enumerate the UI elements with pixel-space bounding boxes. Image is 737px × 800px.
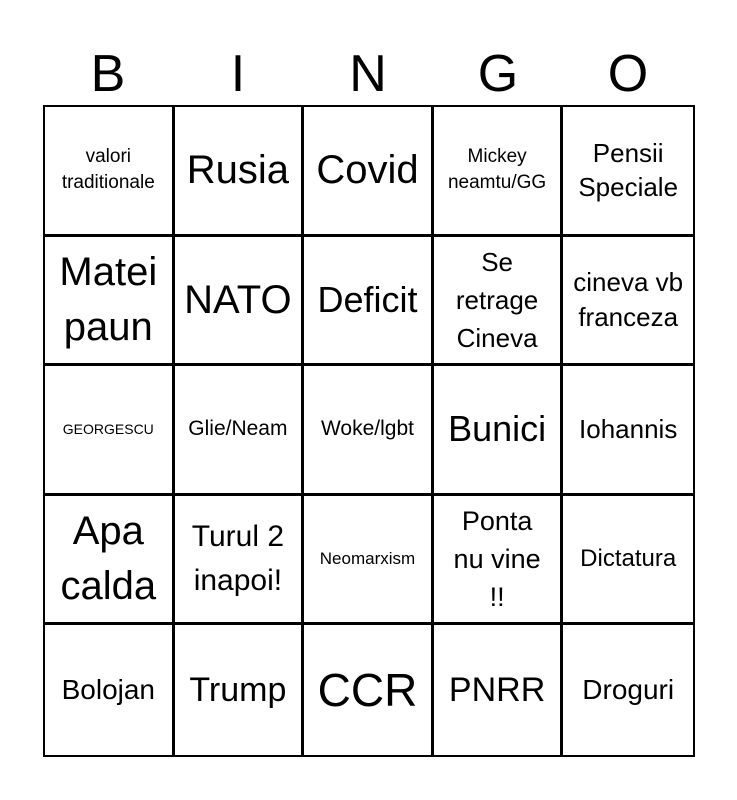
bingo-header: [43, 44, 693, 104]
cell-text: Pensii Speciale: [578, 138, 679, 203]
cell-text: Deficit: [317, 278, 418, 320]
header-letter-i: I: [230, 45, 246, 103]
bingo-cell[interactable]: [563, 237, 693, 367]
bingo-cell[interactable]: [434, 237, 564, 367]
bingo-cell[interactable]: [45, 625, 175, 755]
cell-text: Apa calda: [60, 509, 157, 609]
header-letter-n: N: [349, 45, 387, 103]
bingo-cell[interactable]: [434, 366, 564, 496]
cell-text: Trump: [189, 671, 287, 710]
cell-text: NATO: [184, 277, 292, 322]
cell-text: Covid: [316, 148, 419, 193]
cell-text: PNRR: [448, 671, 546, 710]
bingo-cell[interactable]: [434, 625, 564, 755]
header-letter-g: G: [477, 45, 519, 103]
cell-text: Glie/Neam: [188, 417, 288, 441]
bingo-cell[interactable]: [304, 496, 434, 626]
cell-text: Bolojan: [61, 674, 155, 706]
bingo-cell[interactable]: [434, 107, 564, 237]
bingo-cell[interactable]: [175, 107, 305, 237]
cell-text: CCR: [317, 664, 418, 717]
bingo-cell[interactable]: [304, 107, 434, 237]
bingo-cell[interactable]: [45, 496, 175, 626]
cell-text: Ponta nu vine !!: [453, 506, 541, 613]
bingo-cell[interactable]: [563, 625, 693, 755]
bingo-cell[interactable]: [304, 366, 434, 496]
cell-text: Dictatura: [580, 545, 677, 573]
cell-text: Turul 2 inapoi!: [191, 520, 285, 598]
cell-text: Iohannis: [579, 414, 678, 445]
cell-text: Mickey neamtu/GG: [447, 146, 547, 194]
cell-text: GEORGESCU: [62, 421, 154, 438]
bingo-cell[interactable]: [434, 496, 564, 626]
cell-text: Woke/lgbt: [320, 417, 414, 441]
bingo-cell[interactable]: [304, 625, 434, 755]
bingo-cell[interactable]: [563, 107, 693, 237]
cell-text: Matei paun: [59, 249, 158, 349]
bingo-card: [43, 105, 695, 757]
bingo-cell[interactable]: [45, 107, 175, 237]
bingo-cell[interactable]: [175, 625, 305, 755]
header-letter-o: O: [607, 45, 649, 103]
bingo-cell[interactable]: [563, 366, 693, 496]
cell-text: cineva vb franceza: [573, 266, 684, 332]
cell-text: Bunici: [448, 408, 547, 450]
cell-text: Se retrage Cineva: [455, 246, 539, 353]
cell-text: Rusia: [186, 148, 290, 193]
bingo-cell[interactable]: [45, 366, 175, 496]
cell-text: Droguri: [582, 674, 675, 706]
bingo-cell[interactable]: [563, 496, 693, 626]
bingo-cell[interactable]: [304, 237, 434, 367]
bingo-cell[interactable]: [175, 366, 305, 496]
bingo-cell[interactable]: [175, 237, 305, 367]
cell-text: valori traditionale: [61, 146, 155, 194]
header-letter-b: B: [90, 45, 126, 103]
bingo-cell[interactable]: [45, 237, 175, 367]
bingo-cell[interactable]: [175, 496, 305, 626]
cell-text: Neomarxism: [319, 549, 416, 569]
